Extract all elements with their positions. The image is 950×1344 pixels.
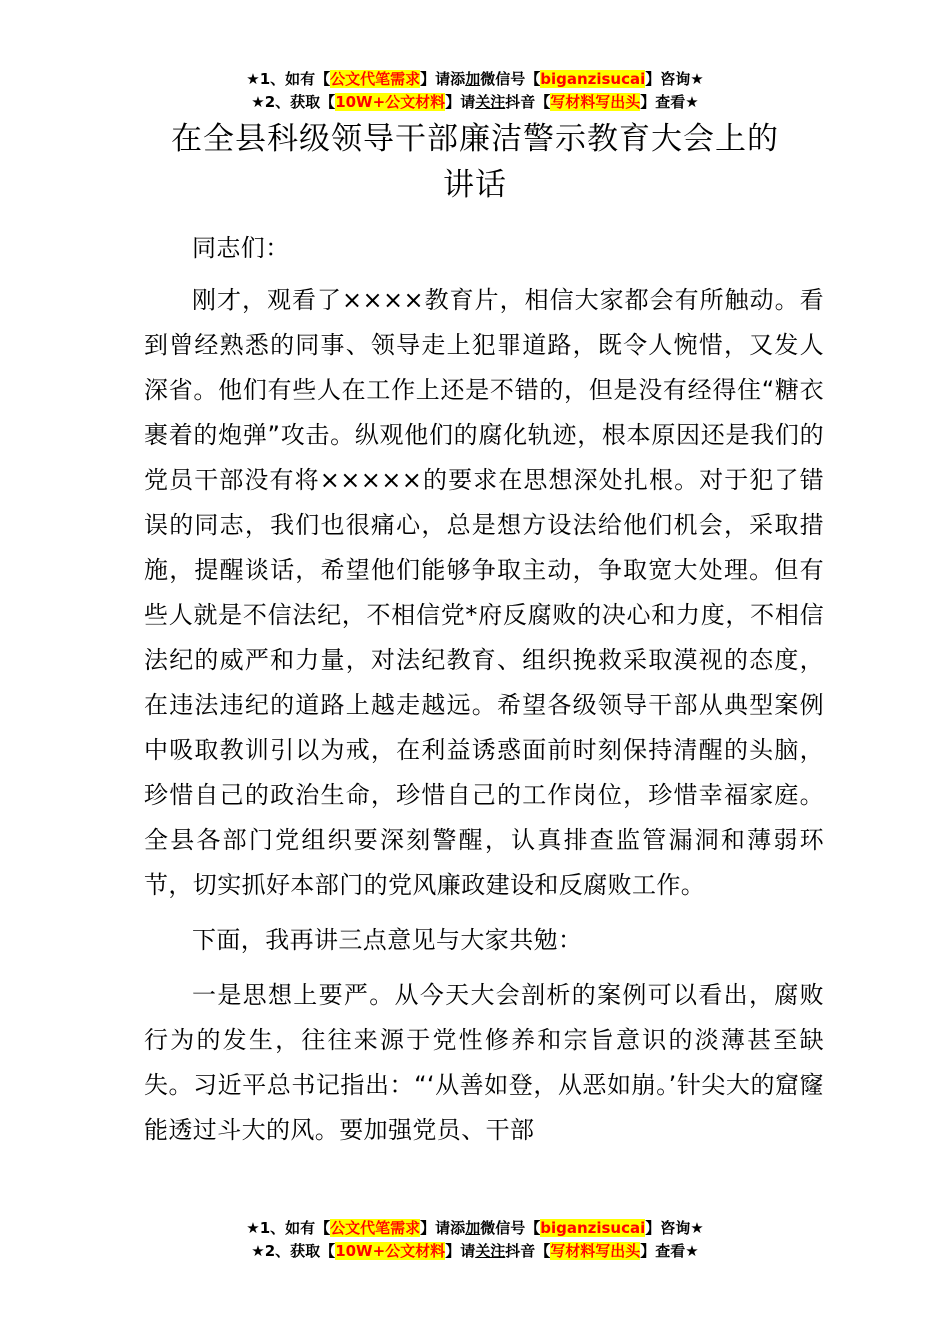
banner-text: 】查看★ bbox=[640, 1242, 699, 1260]
banner-text: ★2、获取【 bbox=[251, 93, 336, 111]
banner-text: ★1、如有【 bbox=[246, 70, 331, 88]
banner-highlight-douyin: 写材料写出头 bbox=[550, 93, 641, 111]
banner-highlight-materials: 10W+公文材料 bbox=[335, 1242, 446, 1260]
banner-text: 】请添 bbox=[420, 70, 466, 88]
banner-text: 微信号【 bbox=[480, 1219, 541, 1237]
footer-banner bbox=[0, 1217, 950, 1263]
banner-text: 抖音【 bbox=[505, 1242, 551, 1260]
banner-text: ★2、获取【 bbox=[251, 1242, 336, 1260]
banner-text: 】咨询★ bbox=[645, 1219, 704, 1237]
banner-underlined-text: 加 bbox=[465, 70, 481, 88]
banner-highlight-wechat-id: biganzisucai bbox=[540, 70, 646, 88]
banner-text: 抖音【 bbox=[505, 93, 551, 111]
document-body bbox=[144, 278, 824, 1153]
banner-text: 】请 bbox=[445, 1242, 476, 1260]
banner-highlight-service: 公文代笔需求 bbox=[330, 1219, 421, 1237]
title-line-1: 在全县科级领导干部廉洁警示教育大会上的 bbox=[171, 121, 779, 157]
paragraph-intro: 刚才，观看了××××教育片，相信大家都会有所触动。看到曾经熟悉的同事、领导走上犯罪道路，既令人惋惜，又发人深省。他们有些人在工作上还是不错的，但是没有经得住“糖衣裹着的炮弹”攻击。纵观他们的腐化轨迹，根本原因还是我们的党员干部没有将×××××的要求在思想深处扎根。对于犯了错误的同志，我们也很痛心，总是想方设法给他们机会，采取措施，提醒谈话，希望他们能够争取主动，争取宽大处理。但有些人就是不信法纪，不相信党*府反腐败的决心和力度，不相信法纪的威严和力量，对法纪教育、组织挽救采取漠视的态度，在违法违纪的道路上越走越远。希望各级领导干部从典型案例中吸取教训引以为戒，在利益诱惑面前时刻保持清醒的头脑，珍惜自己的政治生命，珍惜自己的工作岗位，珍惜幸福家庭。全县各部门党组织要深刻警醒，认真排查监管漏洞和薄弱环节，切实抓好本部门的党风廉政建设和反腐败工作。 bbox=[144, 286, 824, 899]
banner-underlined-text: 加 bbox=[465, 1219, 481, 1237]
banner-text: 微信号【 bbox=[480, 70, 541, 88]
banner-text: ★1、如有【 bbox=[246, 1219, 331, 1237]
banner-line-1 bbox=[0, 1217, 950, 1240]
document-title bbox=[0, 116, 950, 208]
salutation: 同志们： bbox=[192, 234, 290, 262]
banner-line-2 bbox=[0, 1240, 950, 1263]
banner-text: 】咨询★ bbox=[645, 70, 704, 88]
paragraph-point-one: 一是思想上要严。从今天大会剖析的案例可以看出，腐败行为的发生，往往来源于党性修养和宗旨意识的淡薄甚至缺失。习近平总书记指出：“‘从善如登，从恶如崩。’针尖大的窟窿能透过斗大的风。要加强党员、干部 bbox=[144, 981, 824, 1144]
banner-line-1 bbox=[0, 68, 950, 91]
banner-text: 】请添 bbox=[420, 1219, 466, 1237]
banner-highlight-wechat-id: biganzisucai bbox=[540, 1219, 646, 1237]
paragraph-transition: 下面，我再讲三点意见与大家共勉： bbox=[192, 926, 583, 954]
banner-line-2 bbox=[0, 91, 950, 114]
salutation-block bbox=[144, 226, 824, 271]
banner-underlined-text: 关注 bbox=[475, 1242, 506, 1260]
banner-text: 】查看★ bbox=[640, 93, 699, 111]
header-banner bbox=[0, 68, 950, 114]
banner-highlight-service: 公文代笔需求 bbox=[330, 70, 421, 88]
banner-underlined-text: 关注 bbox=[475, 93, 506, 111]
banner-highlight-douyin: 写材料写出头 bbox=[550, 1242, 641, 1260]
banner-text: 】请 bbox=[445, 93, 476, 111]
title-line-2: 讲话 bbox=[443, 167, 507, 203]
banner-highlight-materials: 10W+公文材料 bbox=[335, 93, 446, 111]
